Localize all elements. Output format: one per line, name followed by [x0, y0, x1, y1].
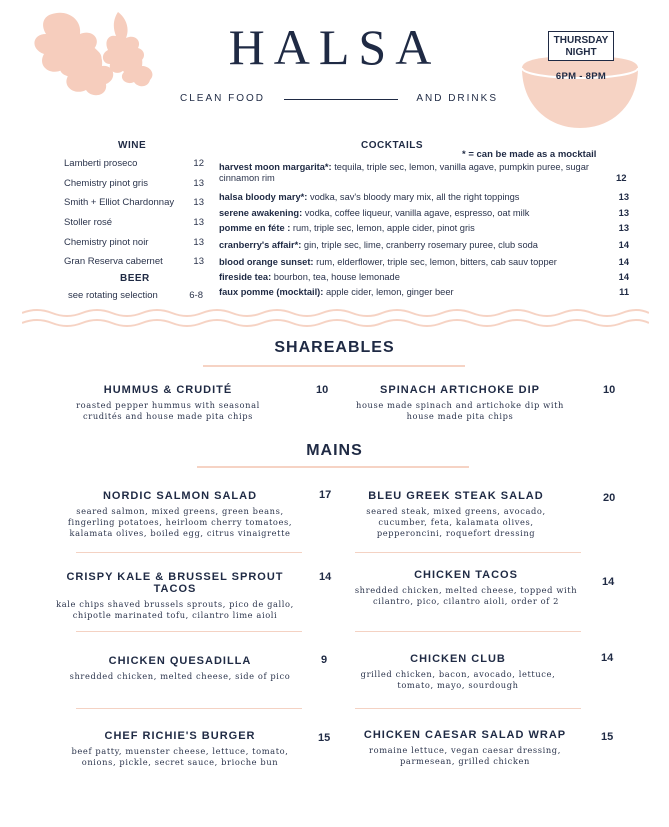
cocktail-name: blood orange sunset:: [219, 257, 314, 267]
dish-card: [345, 384, 575, 422]
dish-name: CHEF RICHIE'S BURGER: [104, 730, 256, 742]
dish-name: CHICKEN CLUB: [410, 653, 506, 665]
wine-item: [64, 237, 204, 248]
wine-heading: WINE: [118, 140, 147, 151]
dish-name: CHICKEN QUESADILLA: [108, 655, 252, 667]
cocktail-price: 13: [618, 192, 629, 202]
cocktail-desc: gin, triple sec, lime, cranberry rosemary puree, club soda: [301, 240, 538, 250]
cocktail-desc: rum, elderflower, triple sec, lemon, bitters, cab sauv topper: [313, 257, 557, 267]
cocktail-name: faux pomme (mocktail):: [219, 287, 324, 297]
cocktail-desc: rum, triple sec, lemon, apple cider, pinot gris: [290, 223, 475, 233]
wine-price: 12: [193, 158, 204, 169]
hours-label: 6PM - 8PM: [555, 71, 607, 82]
dish-card: [58, 384, 278, 422]
wine-item: [64, 217, 204, 228]
cocktail-desc: vodka, coffee liqueur, vanilla agave, espresso, oat milk: [302, 208, 530, 218]
dish-price: 10: [603, 384, 616, 396]
cocktail-item: [219, 287, 629, 298]
cocktail-name: cranberry's affair*:: [219, 240, 302, 250]
cocktails-heading: COCKTAILS: [361, 140, 424, 151]
dish-name: CHICKEN TACOS: [414, 569, 518, 581]
dish-desc: shredded chicken, melted cheese, topped with cilantro, pico, cilantro aioli, order of 2: [354, 585, 578, 606]
row-divider: [355, 708, 581, 709]
wine-price: 13: [193, 217, 204, 228]
tagline: [180, 93, 498, 107]
dish-name: CHICKEN CAESAR SALAD WRAP: [363, 729, 567, 741]
mains-heading: MAINS: [306, 442, 363, 459]
dish-price: 15: [601, 731, 614, 743]
wine-name: Gran Reserva cabernet: [64, 256, 163, 267]
dish-price: 14: [319, 571, 332, 583]
dish-desc: seared salmon, mixed greens, green beans, fingerling potatoes, heirloom cherry tomatoes, kalamata olives, boiled egg, citrus vinaigrette: [67, 506, 293, 538]
wine-item: [64, 256, 204, 267]
cocktail-desc: bourbon, tea, house lemonade: [271, 272, 400, 282]
dish-card: [44, 571, 306, 621]
cocktail-item: [219, 272, 629, 283]
row-divider: [76, 552, 302, 553]
row-divider: [355, 552, 581, 553]
dish-desc: house made spinach and artichoke dip with house made pita chips: [356, 400, 564, 421]
wine-item: [64, 158, 204, 169]
dish-name: CRISPY KALE & BRUSSEL SPROUT TACOS: [66, 571, 284, 595]
cocktail-item: [219, 257, 629, 268]
mains-underline: [197, 466, 469, 468]
tagline-left: CLEAN FOOD: [180, 93, 266, 104]
cocktail-item: [219, 240, 629, 251]
dish-price: 10: [316, 384, 329, 396]
dish-card: [350, 729, 580, 767]
tagline-divider: [284, 99, 398, 100]
dish-desc: seared steak, mixed greens, avocado, cucumber, feta, kalamata olives, pepperoncini, roquefort dressing: [366, 506, 546, 538]
shareables-underline: [203, 365, 465, 367]
dish-name: NORDIC SALMON SALAD: [102, 490, 258, 502]
wine-name: Chemistry pinot gris: [64, 178, 148, 189]
cocktail-name: pomme en féte :: [219, 223, 291, 233]
cocktail-item: [219, 208, 629, 219]
dish-desc: romaine lettuce, vegan caesar dressing, parmesean, grilled chicken: [369, 745, 561, 766]
shareables-heading: SHAREABLES: [274, 339, 395, 356]
dish-name: HUMMUS & CRUDITÉ: [103, 384, 233, 396]
mocktail-note: * = can be made as a mocktail: [462, 149, 597, 160]
cocktail-price: 14: [618, 272, 629, 282]
wine-item: [64, 178, 204, 189]
cocktail-name: harvest moon margarita*:: [219, 162, 332, 172]
dish-desc: grilled chicken, bacon, avocado, lettuce, tomato, mayo, sourdough: [360, 669, 556, 690]
wine-name: Lamberti proseco: [64, 158, 138, 169]
wine-price: 13: [193, 256, 204, 267]
cocktail-desc: vodka, sav's bloody mary mix, all the right toppings: [307, 192, 520, 202]
badge-line1: THURSDAY: [553, 35, 609, 46]
row-divider: [76, 631, 302, 632]
dish-price: 17: [319, 489, 332, 501]
dish-desc: shredded chicken, melted cheese, side of pico: [69, 671, 291, 681]
dish-price: 14: [602, 576, 615, 588]
wine-name: Chemistry pinot noir: [64, 237, 149, 248]
wine-item: [64, 197, 204, 208]
dish-price: 14: [601, 652, 614, 664]
dish-card: [55, 730, 305, 768]
cocktail-desc: tequila, triple sec, lemon, vanilla agave, pumpkin puree, sugar cinnamon rim: [219, 162, 589, 183]
wine-price: 13: [193, 197, 204, 208]
wine-name: Stoller rosé: [64, 217, 113, 228]
logo-title: HALSA: [228, 19, 441, 75]
row-divider: [355, 631, 581, 632]
dish-name: BLEU GREEK STEAK SALAD: [368, 490, 544, 502]
cocktail-price: 14: [618, 257, 629, 267]
dish-name: SPINACH ARTICHOKE DIP: [380, 384, 540, 396]
dish-card: [348, 569, 584, 607]
cocktail-item: [219, 192, 629, 203]
cocktail-name: serene awakening:: [219, 208, 303, 218]
dish-price: 15: [318, 732, 331, 744]
wine-name: Smith + Elliot Chardonnay: [64, 197, 175, 208]
cocktail-name: halsa bloody mary*:: [219, 192, 308, 202]
wine-price: 13: [193, 237, 204, 248]
beer-heading: BEER: [120, 273, 150, 284]
dish-desc: beef patty, muenster cheese, lettuce, tomato, onions, pickle, secret sauce, brioche bun: [71, 746, 289, 767]
cocktail-price: 13: [618, 208, 629, 218]
dish-card: [358, 653, 558, 691]
dish-price: 9: [321, 654, 328, 666]
dish-card: [55, 490, 305, 539]
cocktail-item: [219, 162, 609, 184]
dish-desc: kale chips shaved brussels sprouts, pico de gallo, chipotle marinated tofu, cilantro lime aioli: [56, 599, 294, 620]
cocktail-name: fireside tea:: [219, 272, 272, 282]
cocktail-price: 11: [619, 287, 629, 297]
cocktail-desc: apple cider, lemon, ginger beer: [323, 287, 454, 297]
cocktail-item: [219, 223, 629, 234]
wine-price: 13: [193, 178, 204, 189]
beer-item: [68, 290, 203, 301]
beer-name: see rotating selection: [68, 290, 158, 301]
cocktail-price: 12: [616, 173, 627, 184]
wave-divider: [22, 307, 649, 329]
cocktail-price: 14: [618, 240, 629, 250]
dish-card: [55, 655, 305, 682]
beer-price: 6-8: [189, 290, 203, 301]
dish-card: [346, 490, 566, 539]
cocktail-price: 13: [618, 223, 629, 233]
row-divider: [76, 708, 302, 709]
badge-line2: NIGHT: [565, 47, 597, 58]
dish-price: 20: [603, 492, 616, 504]
dish-desc: roasted pepper hummus with seasonal crudités and house made pita chips: [76, 400, 260, 421]
tagline-right: AND DRINKS: [416, 93, 498, 104]
